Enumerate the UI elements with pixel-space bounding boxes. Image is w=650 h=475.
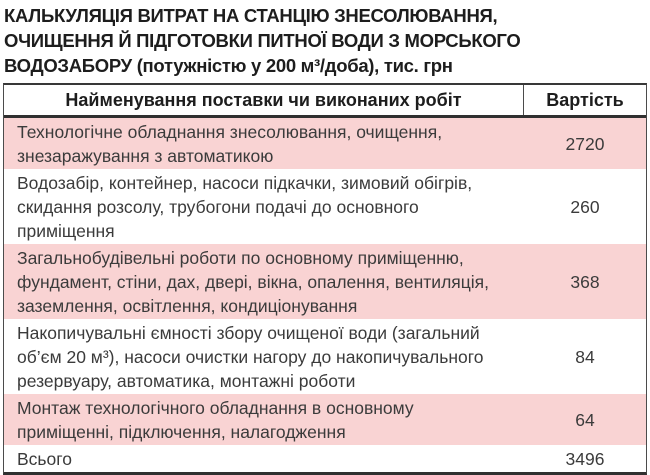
- row-cost: 260: [570, 196, 600, 217]
- table-row-total: [4, 445, 646, 472]
- row-description: Загальнобудівельні роботи по основному приміщенню, фундамент, стіни, дах, двері, вікна, опалення, вентиляція, заземлення, освітлення, кондиціонування: [17, 247, 490, 316]
- row-cost: 2720: [565, 133, 605, 154]
- table-row: [4, 394, 646, 445]
- row-description: Накопичувальні ємності збору очищеної води (загальний об’єм 20 м³), насоси очистки нагору до накопичувального резервуару, автоматика, монтажні роботи: [17, 322, 484, 391]
- table-row: [4, 118, 646, 169]
- row-cost: 84: [575, 346, 595, 367]
- row-description: Монтаж технологічного обладнання в основному приміщенні, підключення, налагодження: [17, 397, 414, 442]
- table-header-row: [4, 85, 646, 118]
- page-title: [0, 0, 650, 83]
- row-description: Технологічне обладнання знесолювання, очищення, знезаражування з автоматикою: [17, 121, 443, 166]
- table-row: [4, 244, 646, 319]
- cost-table: [3, 83, 647, 475]
- row-cost: 64: [575, 409, 595, 430]
- row-cost: 368: [570, 271, 600, 292]
- row-description: Всього: [17, 448, 73, 469]
- row-description: Водозабір, контейнер, насоси підкачки, зимовий обігрів, скидання розсолу, трубогони подачі до основного приміщення: [17, 172, 473, 241]
- page-title-line-2: ОЧИЩЕННЯ Й ПІДГОТОВКИ ПИТНОЇ ВОДИ З МОРСЬКОГО: [4, 30, 521, 51]
- table-body: [4, 118, 646, 472]
- column-header-name: Найменування поставки чи виконаних робіт: [4, 85, 524, 115]
- table-row: [4, 319, 646, 394]
- page-title-line-3: ВОДОЗАБОРУ (потужністю у 200 м³/доба), тис. грн: [4, 55, 453, 76]
- column-header-cost: Вартість: [546, 89, 624, 110]
- row-cost: 3496: [565, 448, 605, 469]
- page-title-line-1: КАЛЬКУЛЯЦІЯ ВИТРАТ НА СТАНЦІЮ ЗНЕСОЛЮВАННЯ,: [4, 5, 498, 26]
- table-row: [4, 169, 646, 244]
